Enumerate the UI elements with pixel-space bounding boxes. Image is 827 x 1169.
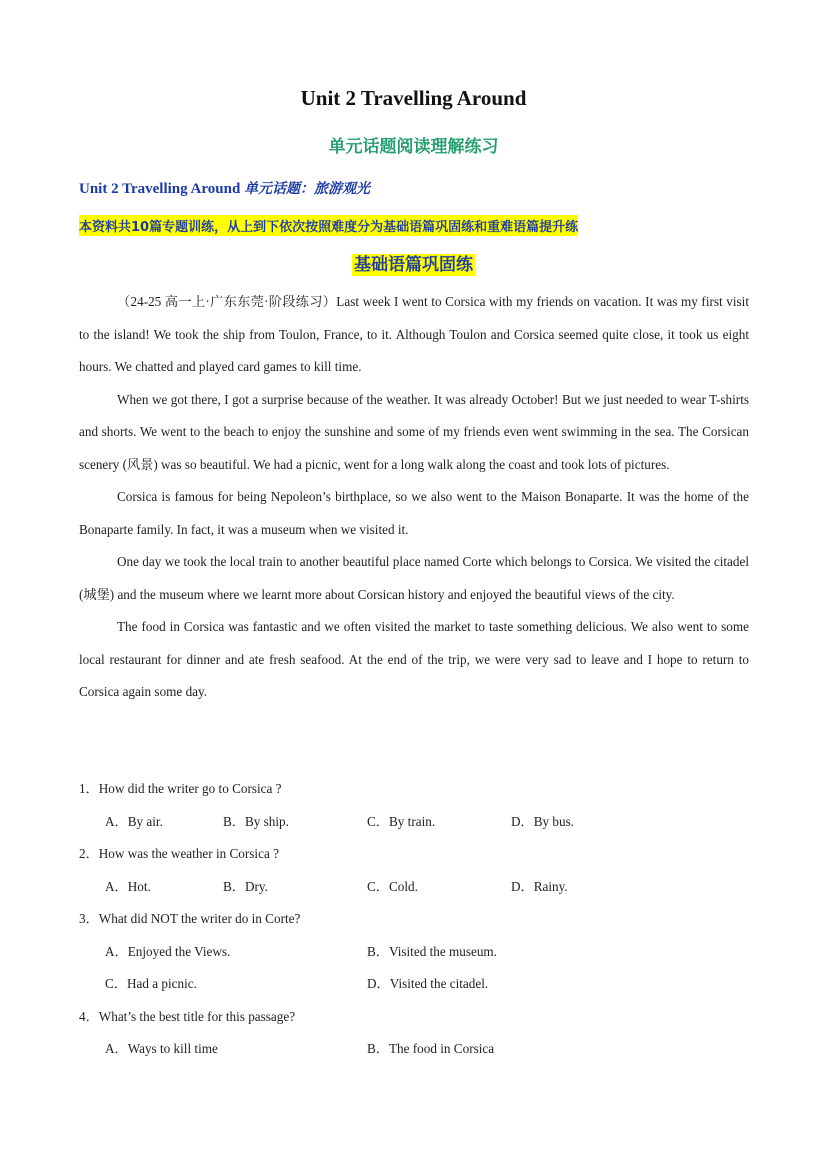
question-3-options-row1	[79, 936, 749, 969]
passage-paragraph: The food in Corsica was fantastic and we often visited the market to taste something delicious. We also went to some local restaurant for dinner and ate fresh seafood. At the end of the trip, we were very sad to leave and I hope to return to Corsica again some day.	[79, 619, 749, 699]
passage-paragraph: Corsica is famous for being Nepoleon’s birthplace, so we also went to the Maison Bonaparte. It was the home of the Bonaparte family. In fact, it was a museum when we visited it.	[79, 489, 749, 537]
passage-paragraph: One day we took the local train to another beautiful place named Corte which belongs to Corsica. We visited the citadel (城堡) and the museum where we learnt more about Corsican history and enjoyed the beautiful views of the city.	[79, 554, 749, 602]
unit-topic-en: Unit 2 Travelling Around	[79, 181, 245, 197]
passage-paragraph: （24-25 高一上·广东东莞·阶段练习）Last week I went to Corsica with my friends on vacation. It was my first visit to the island! We took the ship from Toulon, France, to it. Although Toulon and Corsica seemed quite close, it took us eight hours. We chatted and played card games to kill time.	[79, 294, 749, 374]
option-b: B．Visited the museum.	[367, 943, 497, 959]
section-heading	[0, 250, 827, 275]
passage-paragraph: When we got there, I got a surprise because of the weather. It was already October! But we just needed to wear T-shirts and shorts. We went to the beach to enjoy the sunshine and some of my friends even went swimming in the sea. The Corsican scenery (风景) was so beautiful. We had a picnic, went for a long walk along the coast and took lots of pictures.	[79, 391, 749, 472]
option-b: B．Dry.	[223, 878, 268, 894]
unit-topic-line	[79, 178, 370, 198]
question-2-options	[79, 871, 749, 904]
option-d: D．Rainy.	[511, 878, 568, 894]
option-c: C．Cold.	[367, 878, 418, 894]
option-c: C．Had a picnic.	[105, 976, 197, 991]
question-3-options-row2	[79, 968, 749, 1001]
reading-passage	[79, 286, 749, 709]
option-a: A．By air.	[105, 813, 163, 829]
question-4-stem: 4．What’s the best title for this passage?	[79, 1008, 296, 1024]
option-a: A．Ways to kill time	[105, 1041, 218, 1056]
option-d: D．Visited the citadel.	[367, 976, 489, 991]
question-2-stem: 2．How was the weather in Corsica ?	[79, 846, 279, 861]
question-3-stem: 3．What did NOT the writer do in Corte?	[79, 911, 301, 926]
question-1-options	[79, 806, 749, 839]
page-title: Unit 2 Travelling Around	[300, 86, 527, 110]
option-c: C．By train.	[367, 813, 436, 829]
question-list	[79, 773, 749, 1066]
question-4-options	[79, 1033, 749, 1066]
option-a: A．Hot.	[105, 878, 151, 894]
section-heading-text: 基础语篇巩固练	[354, 255, 473, 275]
intro-highlight: 本资料共10篇专题训练，从上到下依次按照难度分为基础语篇巩固练和重难语篇提升练	[79, 215, 578, 236]
question-1-stem: 1．How did the writer go to Corsica ?	[79, 781, 282, 796]
option-b: B．The food in Corsica	[367, 1041, 495, 1056]
option-d: D．By bus.	[511, 813, 575, 829]
page-subtitle: 单元话题阅读理解练习	[328, 137, 499, 157]
option-b: B．By ship.	[223, 813, 289, 829]
option-a: A．Enjoyed the Views.	[105, 943, 231, 959]
unit-topic-cn: 单元话题：旅游观光	[244, 181, 371, 197]
